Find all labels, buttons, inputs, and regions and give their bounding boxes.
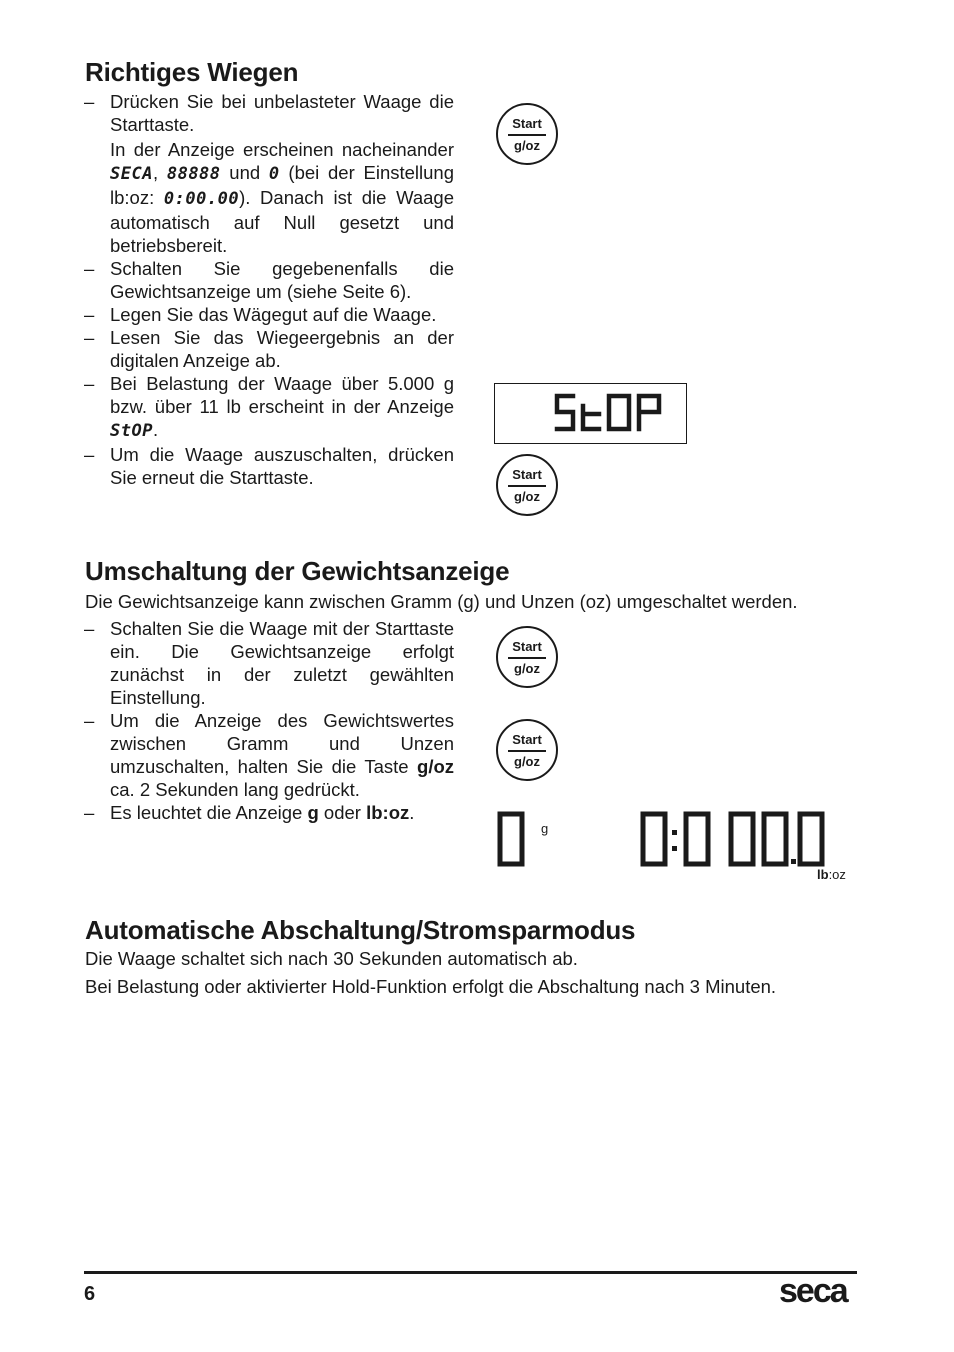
- display-text-lboz-zero: 0:00.00: [163, 189, 240, 209]
- colon-dot: [672, 830, 677, 835]
- start-label: Start: [512, 639, 542, 654]
- start-label: Start: [512, 732, 542, 747]
- display-text-zero: 0: [268, 164, 280, 184]
- grams-unit: g: [541, 821, 549, 836]
- list-item: [84, 801, 454, 824]
- start-button[interactable]: [496, 454, 558, 516]
- list-item: [84, 90, 454, 257]
- colon-dot: [672, 846, 677, 851]
- list-item: [84, 709, 454, 801]
- start-label: Start: [512, 116, 542, 131]
- seca-logo: seca: [779, 1272, 847, 1310]
- section-title-abschaltung: Automatische Abschaltung/Stromsparmodus: [85, 915, 636, 945]
- button-divider: [508, 750, 546, 752]
- list-item-text: In der Anzeige erscheinen nacheinander: [110, 139, 454, 160]
- unit-g: g: [307, 802, 319, 823]
- list-item-text: Drücken Sie bei unbelasteter Waage die Starttaste.: [110, 91, 454, 135]
- start-button[interactable]: [496, 626, 558, 688]
- page-number: 6: [84, 1283, 96, 1305]
- list-item-text: Es leuchtet die Anzeige: [110, 802, 303, 823]
- goz-label: g/oz: [514, 661, 540, 676]
- goz-label: g/oz: [514, 138, 540, 153]
- umschaltung-intro: Die Gewichtsanzeige kann zwischen Gramm (g) und Unzen (oz) umgeschaltet werden.: [85, 591, 798, 612]
- list-item: – Schalten Sie die Waage mit der Starttaste ein. Die Gewichtsanzeige erfolgt zunächst in der zuletzt gewählten Einstellung.: [84, 617, 454, 709]
- list-item: – Lesen Sie das Wiegeergebnis an der digitalen Anzeige ab.: [84, 326, 454, 372]
- list-item-text: Um die Anzeige des Gewichtswertes zwischen Gramm und Unzen umzuschalten, halten Sie die Taste: [110, 710, 454, 777]
- segment-char-zero: [500, 814, 522, 864]
- button-divider: [508, 657, 546, 659]
- unit-oz: :oz: [828, 867, 846, 882]
- section-title-richtiges-wiegen: Richtiges Wiegen: [85, 57, 299, 87]
- stop-display: [495, 384, 686, 443]
- list-item-text: .: [409, 802, 415, 823]
- segment-char-zero: [731, 814, 753, 864]
- segment-char-s: [557, 396, 573, 429]
- footer-rule: [84, 1271, 857, 1274]
- list-item-text: (bei der Einstellung lb:oz:: [110, 162, 454, 208]
- list-item: – Bei Belastung der Waage über 5.000 g bzw. über 11 lb erscheint in der Anzeige StOP.: [84, 372, 454, 443]
- unit-lb: lb: [817, 867, 829, 882]
- button-divider: [508, 134, 546, 136]
- list-item: – Legen Sie das Wägegut auf die Waage.: [84, 303, 454, 326]
- stop-display-box: [494, 383, 687, 444]
- start-label: Start: [512, 467, 542, 482]
- start-button[interactable]: [496, 103, 558, 165]
- lboz-display: [638, 808, 838, 870]
- list-item: – Schalten Sie gegebenenfalls die Gewichtsanzeige um (siehe Seite 6).: [84, 257, 454, 303]
- segment-char-zero: [800, 814, 822, 864]
- goz-label: g/oz: [514, 754, 540, 769]
- key-name-goz: g/oz: [417, 756, 455, 777]
- abschaltung-line-1: Die Waage schaltet sich nach 30 Sekunden automatisch ab.: [85, 948, 578, 969]
- segment-char-t: [583, 406, 599, 429]
- segment-char-zero: [764, 814, 786, 864]
- lboz-unit: [817, 867, 846, 882]
- display-text-88888: 88888: [166, 164, 221, 184]
- segment-char-zero: [643, 814, 665, 864]
- grams-display: [494, 808, 534, 870]
- umschaltung-steps-list: [84, 617, 454, 824]
- goz-label: g/oz: [514, 489, 540, 504]
- wiegen-steps-list: [84, 90, 454, 489]
- list-item-text: Bei Belastung der Waage über 5.000 g bzw. über 11 lb erscheint in der Anzeige: [110, 373, 454, 417]
- segment-char-o: [609, 396, 629, 429]
- button-divider: [508, 485, 546, 487]
- display-text-stop: StOP: [110, 421, 153, 441]
- list-item-continuation: In der Anzeige erscheinen nacheinander SECA, 88888 und 0 (bei der Einstellung lb:oz: 0:00.00). Danach ist die Waage automatisch auf Null gesetzt und betriebsbereit.: [110, 139, 454, 256]
- display-text-seca: SECA: [110, 164, 153, 184]
- list-item: – Um die Waage auszuschalten, drücken Sie erneut die Starttaste.: [84, 443, 454, 489]
- unit-lboz: lb:oz: [366, 802, 410, 823]
- list-item-text: ). Danach ist die Waage automatisch auf Null gesetzt und betriebsbereit.: [110, 187, 454, 256]
- abschaltung-line-2: Bei Belastung oder aktivierter Hold-Funktion erfolgt die Abschaltung nach 3 Minuten.: [85, 976, 777, 997]
- list-item-text: und: [229, 162, 261, 183]
- decimal-dot: [791, 859, 796, 864]
- segment-char-zero: [686, 814, 708, 864]
- list-item-text: ca. 2 Sekunden lang gedrückt.: [110, 779, 360, 800]
- goz-button[interactable]: [496, 719, 558, 781]
- section-title-umschaltung: Umschaltung der Gewichtsanzeige: [85, 556, 510, 586]
- segment-char-p: [639, 396, 659, 429]
- list-item-text: oder: [323, 802, 361, 823]
